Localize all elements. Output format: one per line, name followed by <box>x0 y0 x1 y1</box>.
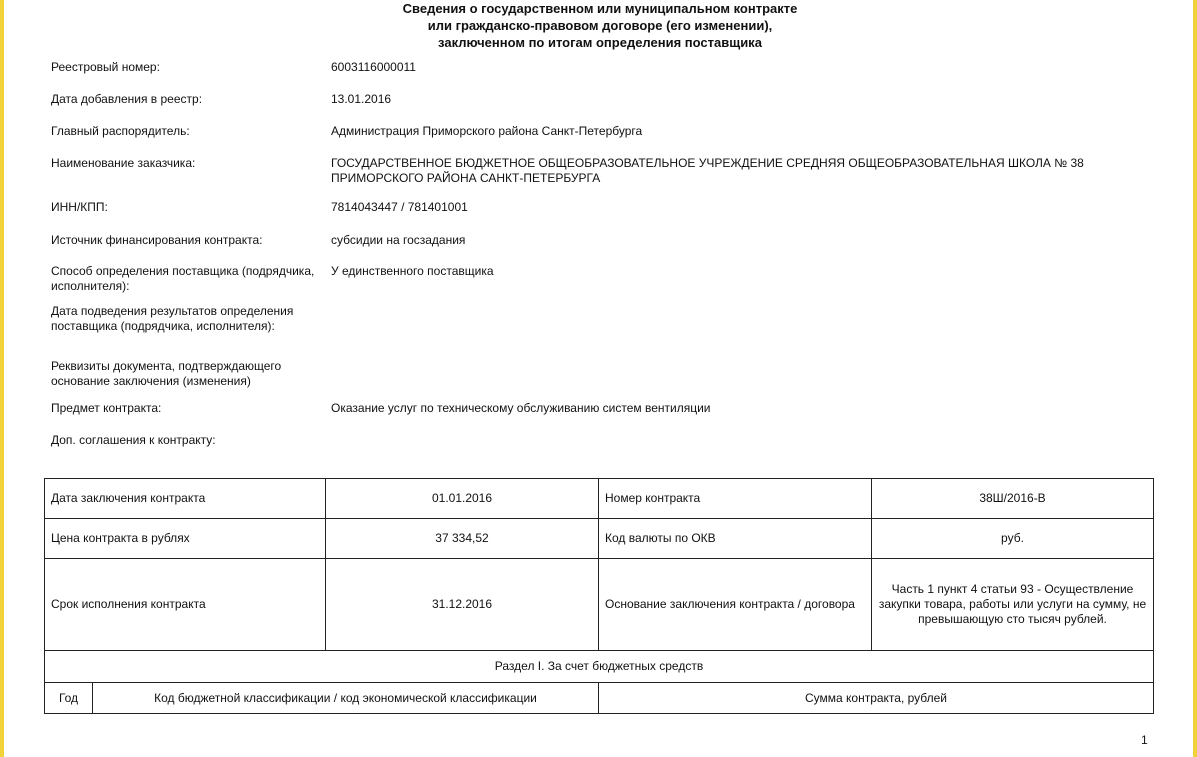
title-line-3: заключенном по итогам определения поставщика <box>438 35 762 50</box>
field-label: Наименование заказчика: <box>51 156 196 170</box>
field-supplier-method <box>51 264 1151 304</box>
column-header-budget-code: Код бюджетной классификации / код экономической классификации <box>93 683 599 714</box>
field-document-details <box>51 359 1151 401</box>
page-edge-left <box>0 0 4 757</box>
field-inn-kpp <box>51 200 1151 233</box>
currency-code-value: руб. <box>872 519 1154 559</box>
column-header-year: Год <box>45 683 93 714</box>
contract-price-label: Цена контракта в рублях <box>45 519 326 559</box>
field-customer-name <box>51 156 1151 200</box>
field-contract-subject <box>51 401 1151 433</box>
field-label: ИНН/КПП: <box>51 200 108 214</box>
currency-code-label: Код валюты по ОКВ <box>599 519 872 559</box>
field-registry-date <box>51 92 1151 124</box>
field-label: Главный распорядитель: <box>51 124 190 138</box>
contract-basis-label: Основание заключения контракта / договора <box>599 559 872 651</box>
table-row <box>45 559 1154 651</box>
field-additional-agreements <box>51 433 1151 465</box>
table-row <box>45 651 1154 683</box>
contract-date-label: Дата заключения контракта <box>45 479 326 519</box>
field-label: Реестровый номер: <box>51 60 160 74</box>
contract-basis-value: Часть 1 пункт 4 статьи 93 - Осуществление закупки товара, работы или услуги на сумму, не превышающую сто тысяч рублей. <box>872 559 1154 651</box>
contract-fields <box>51 60 1151 465</box>
execution-term-value: 31.12.2016 <box>326 559 599 651</box>
field-value: Оказание услуг по техническому обслуживанию систем вентиляции <box>331 401 711 415</box>
field-label: Доп. соглашения к контракту: <box>51 433 216 447</box>
document-title <box>200 0 1000 51</box>
field-registry-number <box>51 60 1151 92</box>
table-header-row <box>45 683 1154 714</box>
contract-price-value: 37 334,52 <box>326 519 599 559</box>
contract-table <box>44 478 1154 714</box>
section-title: Раздел I. За счет бюджетных средств <box>45 651 1154 683</box>
field-funding-source <box>51 233 1151 264</box>
field-value: 7814043447 / 781401001 <box>331 200 468 214</box>
table-row <box>45 479 1154 519</box>
table-row <box>45 519 1154 559</box>
field-value: 13.01.2016 <box>331 92 392 106</box>
field-label: Способ определения поставщика (подрядчика, исполнителя): <box>51 264 315 293</box>
field-value: субсидии на госзадания <box>331 233 466 247</box>
field-value: 6003116000011 <box>331 60 416 74</box>
column-header-contract-sum: Сумма контракта, рублей <box>599 683 1154 714</box>
page-edge-right <box>1193 0 1197 757</box>
field-results-date <box>51 304 1151 359</box>
field-main-manager <box>51 124 1151 156</box>
contract-date-value: 01.01.2016 <box>326 479 599 519</box>
execution-term-label: Срок исполнения контракта <box>45 559 326 651</box>
title-line-2: или гражданско-правовом договоре (его изменении), <box>427 18 773 33</box>
title-line-1: Сведения о государственном или муниципальном контракте <box>402 1 798 16</box>
field-label: Дата подведения результатов определения поставщика (подрядчика, исполнителя): <box>51 304 294 333</box>
field-label: Реквизиты документа, подтверждающего основание заключения (изменения) <box>51 359 282 388</box>
field-label: Источник финансирования контракта: <box>51 233 263 247</box>
field-value: ГОСУДАРСТВЕННОЕ БЮДЖЕТНОЕ ОБЩЕОБРАЗОВАТЕЛЬНОЕ УЧРЕЖДЕНИЕ СРЕДНЯЯ ОБЩЕОБРАЗОВАТЕЛЬНАЯ ШКОЛА № 38 ПРИМОРСКОГО РАЙОНА САНКТ-ПЕТЕРБУРГА <box>331 156 1084 185</box>
field-label: Дата добавления в реестр: <box>51 92 203 106</box>
field-value: Администрация Приморского района Санкт-Петербурга <box>331 124 643 138</box>
page-number: 1 <box>1141 733 1148 747</box>
contract-number-value: 38Ш/2016-В <box>872 479 1154 519</box>
field-value: У единственного поставщика <box>331 264 494 278</box>
contract-number-label: Номер контракта <box>599 479 872 519</box>
field-label: Предмет контракта: <box>51 401 162 415</box>
